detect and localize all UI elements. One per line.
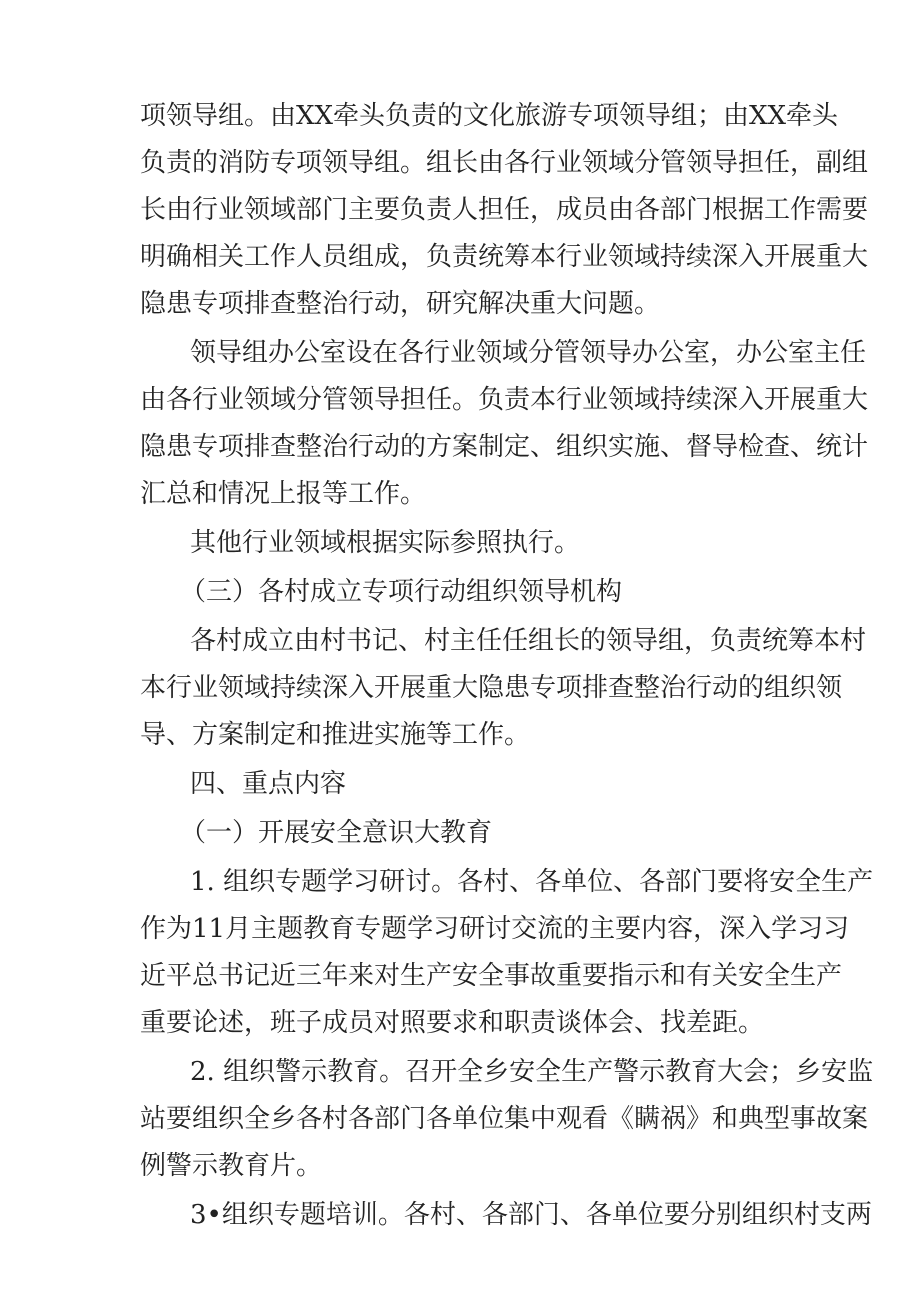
text-line: 项领导组。由XX牵头负责的文化旅游专项领导组；由XX牵头 bbox=[140, 101, 839, 131]
text-line: 隐患专项排查整治行动的方案制定、组织实施、督导检查、统计 bbox=[140, 432, 869, 462]
text-line: 隐患专项排查整治行动，研究解决重大问题。 bbox=[140, 289, 661, 319]
text-line: 近平总书记近三年来对生产安全事故重要指示和有关安全生产 bbox=[140, 961, 843, 991]
paragraph-first-line: 领导组办公室设在各行业领域分管领导办公室，办公室主任 bbox=[190, 338, 867, 368]
text-line: 长由行业领域部门主要负责人担任，成员由各部门根据工作需要 bbox=[140, 195, 869, 225]
text-line: 重要论述，班子成员对照要求和职责谈体会、找差距。 bbox=[140, 1008, 765, 1038]
paragraph-first-line: 1. 组织专题学习研讨。各村、各单位、各部门要将安全生产 bbox=[190, 867, 874, 897]
text-line: 负责的消防专项领导组。组长由各行业领域分管领导担任，副组 bbox=[140, 148, 869, 178]
text-line: 由各行业领域分管领导担任。负责本行业领域持续深入开展重大 bbox=[140, 385, 869, 415]
paragraph-first-line: 其他行业领域根据实际参照执行。 bbox=[190, 528, 581, 558]
section-heading: （三）各村成立专项行动组织领导机构 bbox=[180, 577, 623, 607]
text-line: 汇总和情况上报等工作。 bbox=[140, 479, 427, 509]
paragraph-first-line: 各村成立由村书记、村主任任组长的领导组，负责统筹本村 bbox=[190, 626, 867, 656]
section-heading: 四、重点内容 bbox=[190, 769, 347, 799]
text-line: 明确相关工作人员组成，负责统筹本行业领域持续深入开展重大 bbox=[140, 242, 869, 272]
text-line: 导、方案制定和推进实施等工作。 bbox=[140, 720, 531, 750]
text-line: 站要组织全乡各村各部门各单位集中观看《瞒祸》和典型事故案 bbox=[140, 1104, 869, 1134]
text-line: 作为11月主题教育专题学习研讨交流的主要内容，深入学习习 bbox=[140, 914, 850, 944]
text-line: 例警示教育片。 bbox=[140, 1151, 323, 1181]
subsection-heading: （一）开展安全意识大教育 bbox=[180, 818, 493, 848]
paragraph-first-line: 2. 组织警示教育。召开全乡安全生产警示教育大会；乡安监 bbox=[190, 1057, 874, 1087]
text-line: 本行业领域持续深入开展重大隐患专项排查整治行动的组织领 bbox=[140, 673, 843, 703]
paragraph-first-line: 3•组织专题培训。各村、各部门、各单位要分别组织村支两 bbox=[190, 1200, 872, 1230]
